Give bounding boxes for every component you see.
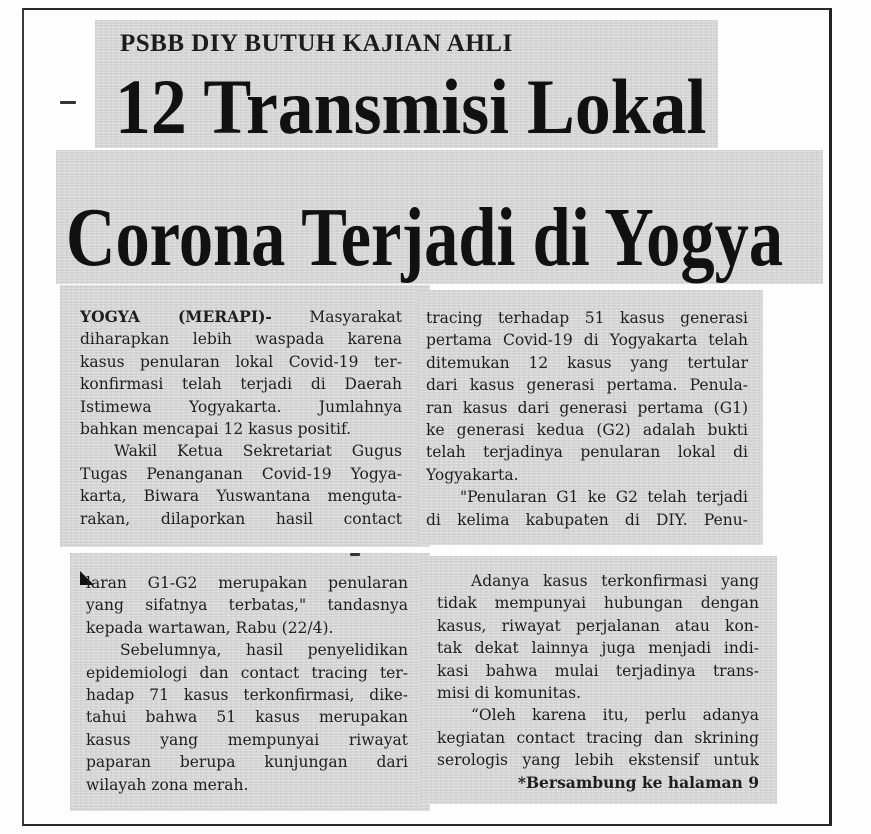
text-line (437, 660, 759, 682)
text-content: Masyarakat (271, 308, 402, 326)
text-content: Yogyakarta. (426, 465, 519, 484)
text-line (80, 485, 402, 507)
text-content: serologis yang lebih ekstensif untuk (437, 751, 759, 770)
article-column-1 (80, 306, 402, 530)
text-line (426, 509, 748, 531)
text-line (437, 749, 759, 771)
text-line (426, 352, 748, 374)
article-column-3 (86, 572, 408, 796)
text-line (426, 374, 748, 396)
text-line (437, 615, 759, 637)
text-line (86, 572, 408, 594)
text-content: rakan, dilaporkan hasil contact (80, 509, 402, 528)
text-line (426, 329, 748, 351)
text-content: konfirmasi telah terjadi di Daerah (80, 375, 402, 394)
text-content: yang sifatnya terbatas," tandasnya (86, 596, 408, 615)
text-content: kasi bahwa mulai terjadinya trans- (437, 661, 759, 680)
text-content: laran G1-G2 merupakan penularan (86, 574, 408, 592)
text-line (437, 772, 759, 794)
text-content: epidemiologi dan contact tracing ter- (86, 663, 408, 682)
text-content: Sebelumnya, hasil penyelidikan (120, 641, 408, 660)
text-line (80, 418, 402, 440)
text-content: di kelima kabupaten di DIY. Penu- (426, 510, 748, 529)
text-content: Wakil Ketua Sekretariat Gugus (114, 442, 402, 461)
print-speck (350, 553, 360, 556)
text-line (80, 463, 402, 485)
text-content: hadap 71 kasus terkonfirmasi, dike- (86, 685, 408, 704)
kicker-headline: PSBB DIY BUTUH KAJIAN AHLI (120, 30, 513, 57)
text-content: telah terjadinya penularan lokal di (426, 443, 748, 462)
text-line (86, 774, 408, 796)
text-content: Adanya kasus terkonfirmasi yang (471, 572, 759, 590)
text-content: “Oleh karena itu, perlu adanya (471, 706, 759, 725)
text-content: kegiatan contact tracing dan skrining (437, 728, 759, 747)
text-line (80, 351, 402, 373)
text-content: tahui bahwa 51 kasus merupakan (86, 708, 408, 727)
text-content: ditemukan 12 kasus yang tertular (426, 353, 748, 372)
continuation-note: *Bersambung ke halaman 9 (517, 772, 759, 792)
text-content: karta, Biwara Yuswantana menguta- (80, 487, 402, 506)
text-line (426, 441, 748, 463)
text-line (437, 704, 759, 726)
text-line (80, 306, 402, 328)
article-column-2 (426, 307, 748, 531)
text-content: tracing terhadap 51 kasus generasi (426, 309, 748, 327)
text-line (437, 570, 759, 592)
text-line (80, 373, 402, 395)
text-line (437, 727, 759, 749)
text-content: misi di komunitas. (437, 683, 581, 702)
text-line (426, 464, 748, 486)
text-content: Tugas Penanganan Covid-19 Yogya- (80, 464, 402, 483)
dateline: YOGYA (MERAPI)- (80, 307, 272, 326)
text-line (86, 594, 408, 616)
text-content: "Penularan G1 ke G2 telah terjadi (460, 488, 748, 507)
text-line (80, 396, 402, 418)
text-line (80, 440, 402, 462)
text-line (86, 729, 408, 751)
headline-line-2: Corona Terjadi di Yogya (66, 191, 784, 284)
text-line (86, 684, 408, 706)
text-line (86, 662, 408, 684)
text-content: ke generasi kedua (G2) adalah bukti (426, 420, 748, 439)
text-line (437, 682, 759, 704)
print-speck (60, 101, 76, 104)
text-content: kepada wartawan, Rabu (22/4). (86, 618, 334, 637)
text-content: kasus, riwayat perjalanan atau kon- (437, 616, 759, 635)
text-content: Istimewa Yogyakarta. Jumlahnya (80, 397, 402, 416)
text-line (426, 486, 748, 508)
text-content: ran kasus dari generasi pertama (G1) (426, 398, 748, 417)
text-line (426, 419, 748, 441)
headline-line-1: 12 Transmisi Lokal (115, 63, 707, 150)
text-line (86, 639, 408, 661)
text-line (426, 307, 748, 329)
text-content: dari kasus generasi pertama. Penula- (426, 376, 748, 395)
text-content: kasus penularan lokal Covid-19 ter- (80, 352, 402, 371)
text-content: paparan berupa kunjungan dari (86, 753, 408, 772)
text-line (80, 508, 402, 530)
text-line (86, 751, 408, 773)
article-column-4 (437, 570, 759, 794)
text-line (426, 397, 748, 419)
text-content: diharapkan lebih waspada karena (80, 330, 402, 349)
text-content: kasus yang mempunyai riwayat (86, 730, 408, 749)
text-line (80, 328, 402, 350)
text-line (86, 617, 408, 639)
text-line (437, 637, 759, 659)
text-content: pertama Covid-19 di Yogyakarta telah (426, 331, 748, 350)
text-line (86, 706, 408, 728)
text-content: wilayah zona merah. (86, 775, 249, 794)
text-content: bahkan mencapai 12 kasus positif. (80, 419, 352, 438)
text-content: tak dekat lainnya juga menjadi indi- (437, 639, 759, 658)
text-line (437, 592, 759, 614)
text-content: tidak mempunyai hubungan dengan (437, 594, 759, 613)
